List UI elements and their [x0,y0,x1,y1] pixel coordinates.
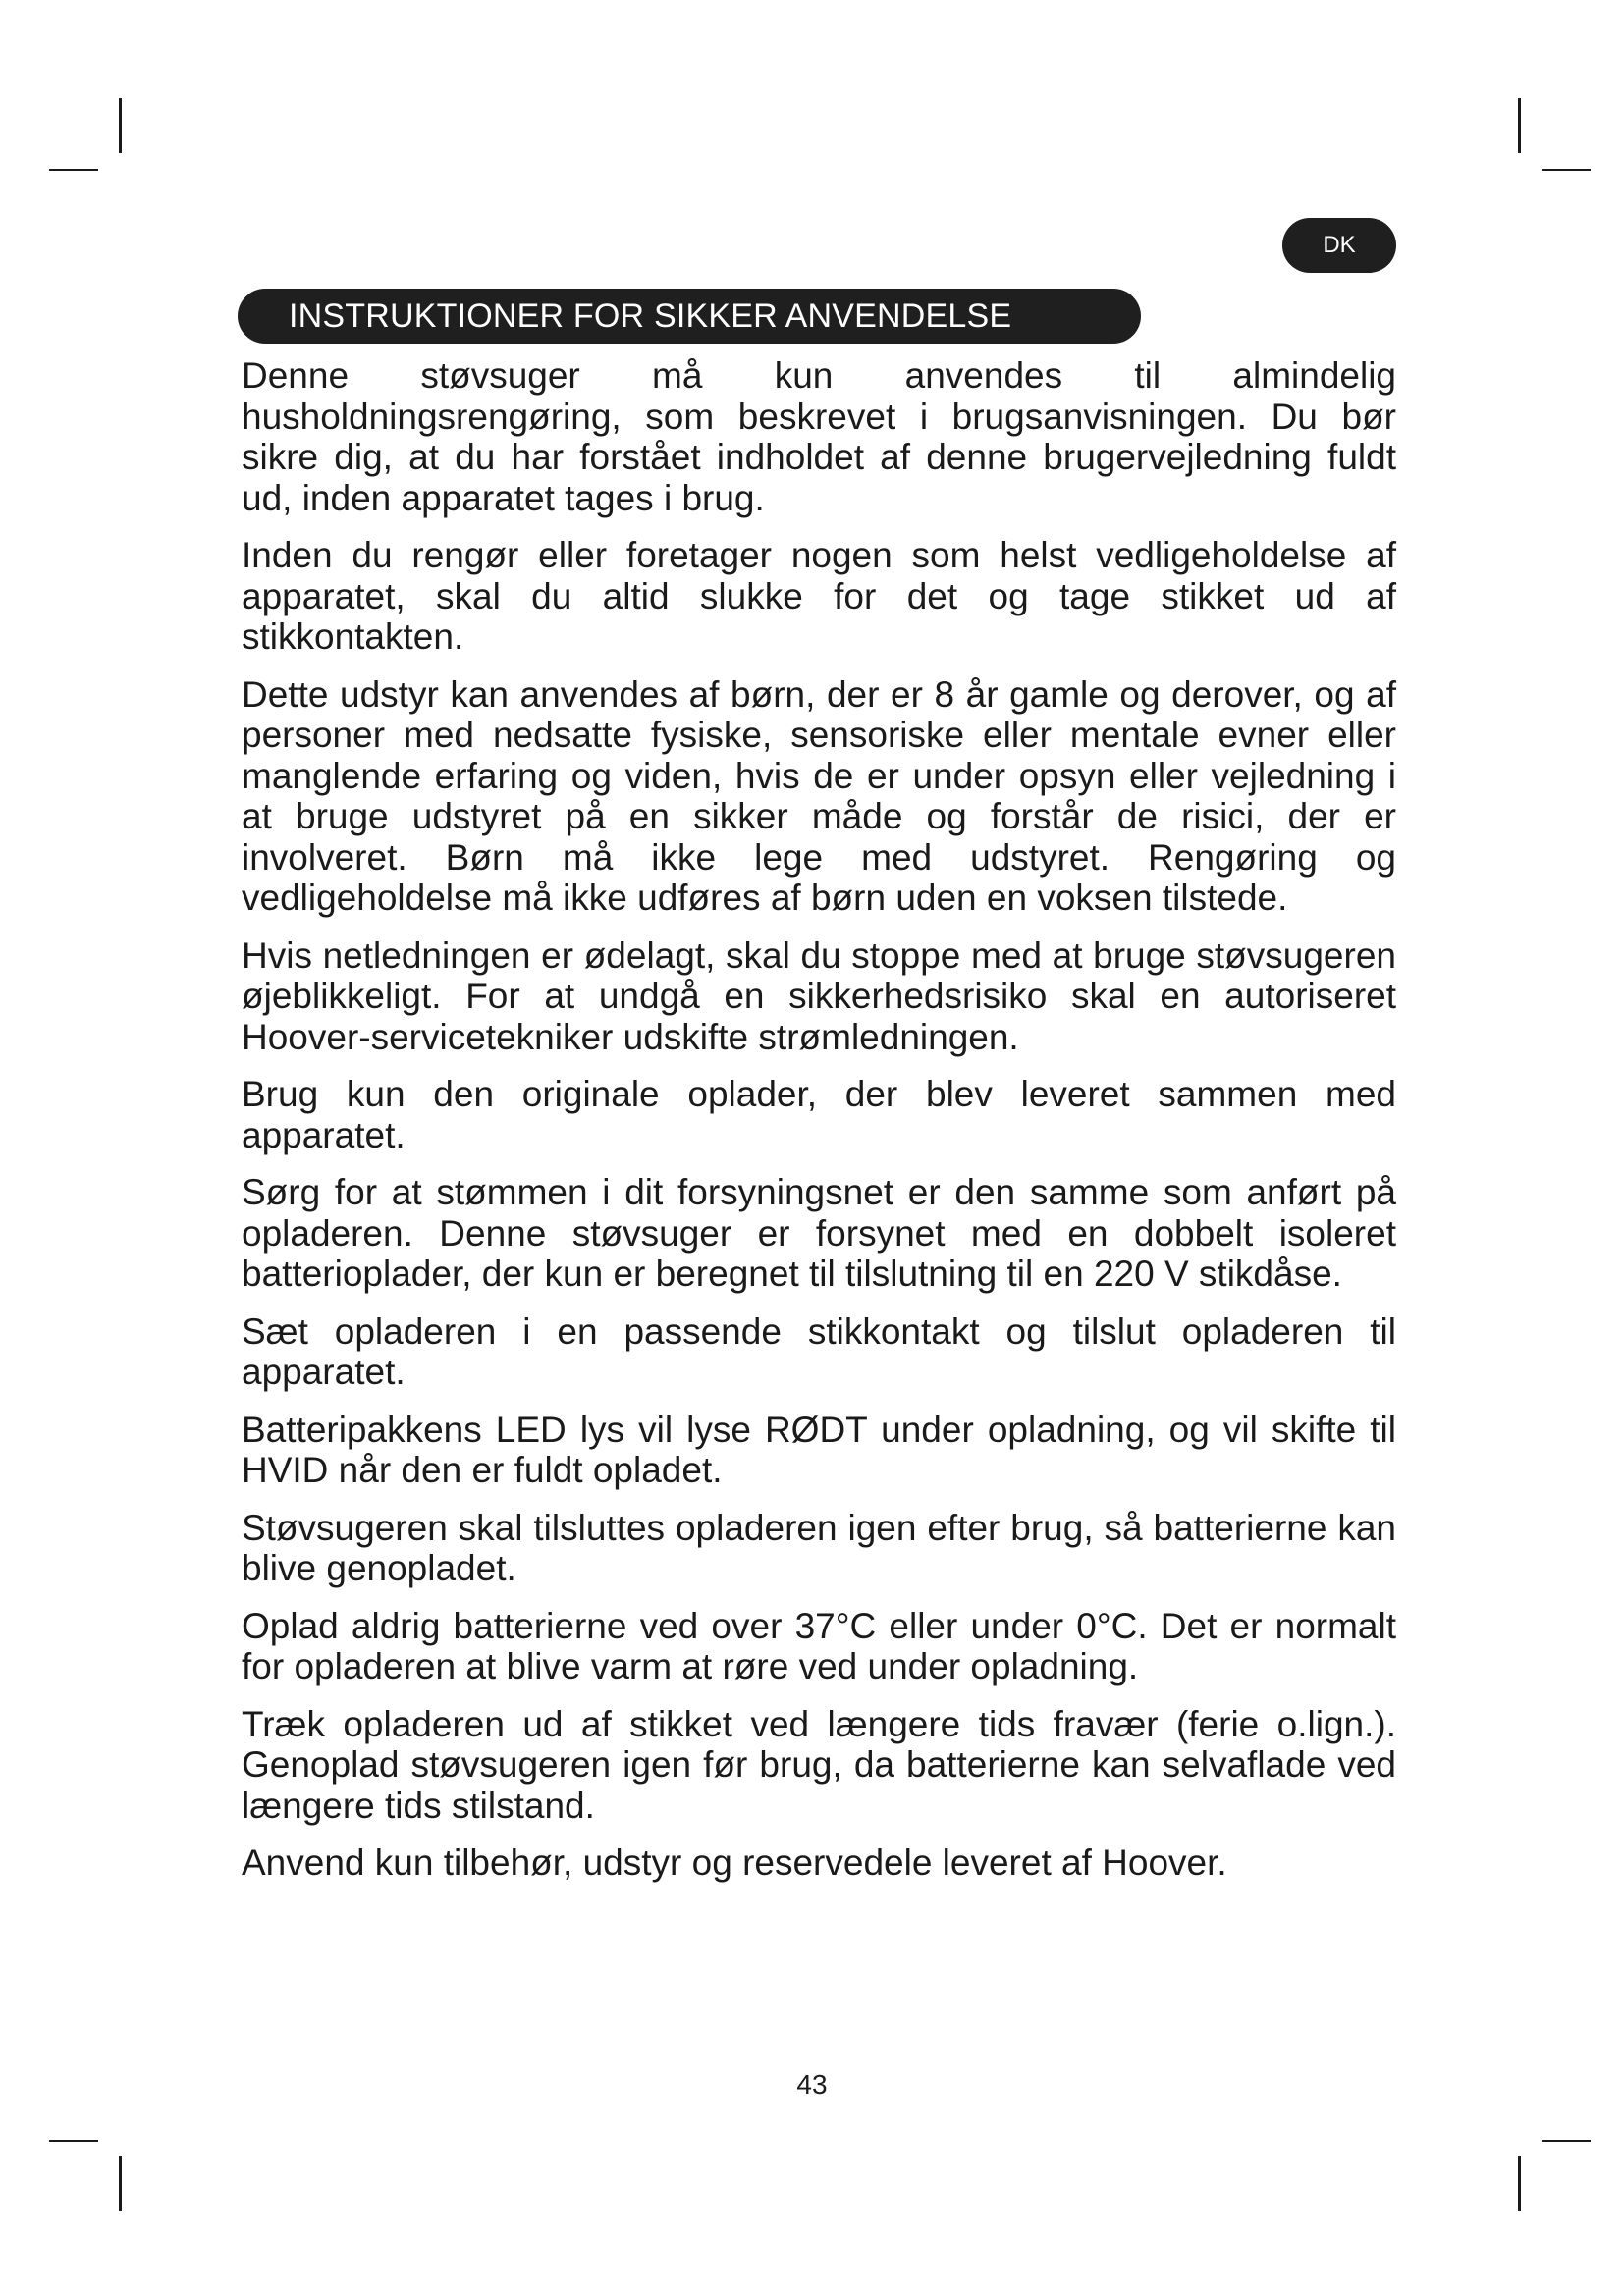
crop-mark-top-right-horizontal [1542,169,1591,171]
crop-mark-top-right-vertical [1518,98,1521,153]
paragraph: Hvis netledningen er ødelagt, skal du stoppe med at bruge støvsugeren øjeblikkeligt. For at undgå en sikkerhedsrisiko skal en autoriseret Hoover-servicetekniker udskifte strømledningen. [242,934,1396,1057]
paragraph: Støvsugeren skal tilsluttes opladeren igen efter brug, så batterierne kan blive genopladet. [242,1507,1396,1588]
crop-mark-bottom-left-horizontal [49,2140,98,2142]
crop-mark-bottom-left-vertical [119,2156,122,2211]
document-body [242,355,1396,1900]
paragraph: Anvend kun tilbehør, udstyr og reservedele leveret af Hoover. [242,1842,1227,1883]
paragraph: Sørg for at stømmen i dit forsyningsnet er den samme som anført på opladeren. Denne støvsuger er forsynet med en dobbelt isoleret batterioplader, der kun er beregnet til tilslutning til en 220 V stikdåse. [242,1172,1396,1294]
paragraph: Dette udstyr kan anvendes af børn, der er 8 år gamle og derover, og af personer med nedsatte fysiske, sensoriske eller mentale evner eller manglende erfaring og viden, hvis de er under opsyn eller vejledning i at bruge udstyret på en sikker måde og forstår de risici, der er involveret. Børn må ikke lege med udstyret. Rengøring og vedligeholdelse må ikke udføres af børn uden en voksen tilstede. [242,673,1396,918]
paragraph: Denne støvsuger må kun anvendes til almindelig husholdningsrengøring, som beskrevet i brugsanvisningen. Du bør sikre dig, at du har forstået indholdet af denne brugervejledning fuldt ud, inden apparatet tages i brug. [242,355,1396,518]
section-title: INSTRUKTIONER FOR SIKKER ANVENDELSE [238,289,1141,344]
paragraph: Sæt opladeren i en passende stikkontakt og tilslut opladeren til apparatet. [242,1310,1396,1392]
paragraph: Inden du rengør eller foretager nogen som helst vedligeholdelse af apparatet, skal du altid slukke for det og tage stikket ud af stikkontakten. [242,535,1396,657]
crop-mark-bottom-right-vertical [1518,2156,1521,2211]
paragraph: Træk opladeren ud af stikket ved længere tids fravær (ferie o.lign.). Genoplad støvsugeren igen før brug, da batterierne kan selvaflade ved længere tids stilstand. [242,1703,1396,1826]
paragraph: Batteripakkens LED lys vil lyse RØDT under opladning, og vil skifte til HVID når den er fuldt opladet. [242,1409,1396,1490]
page-number: 43 [796,2069,828,2100]
crop-mark-bottom-right-horizontal [1542,2140,1591,2142]
crop-mark-top-left-horizontal [49,169,98,171]
paragraph: Oplad aldrig batterierne ved over 37°C eller under 0°C. Det er normalt for opladeren at blive varm at røre ved under opladning. [242,1605,1396,1686]
language-badge: DK [1282,218,1396,273]
crop-mark-top-left-vertical [119,98,122,153]
paragraph: Brug kun den originale oplader, der blev leveret sammen med apparatet. [242,1074,1396,1155]
